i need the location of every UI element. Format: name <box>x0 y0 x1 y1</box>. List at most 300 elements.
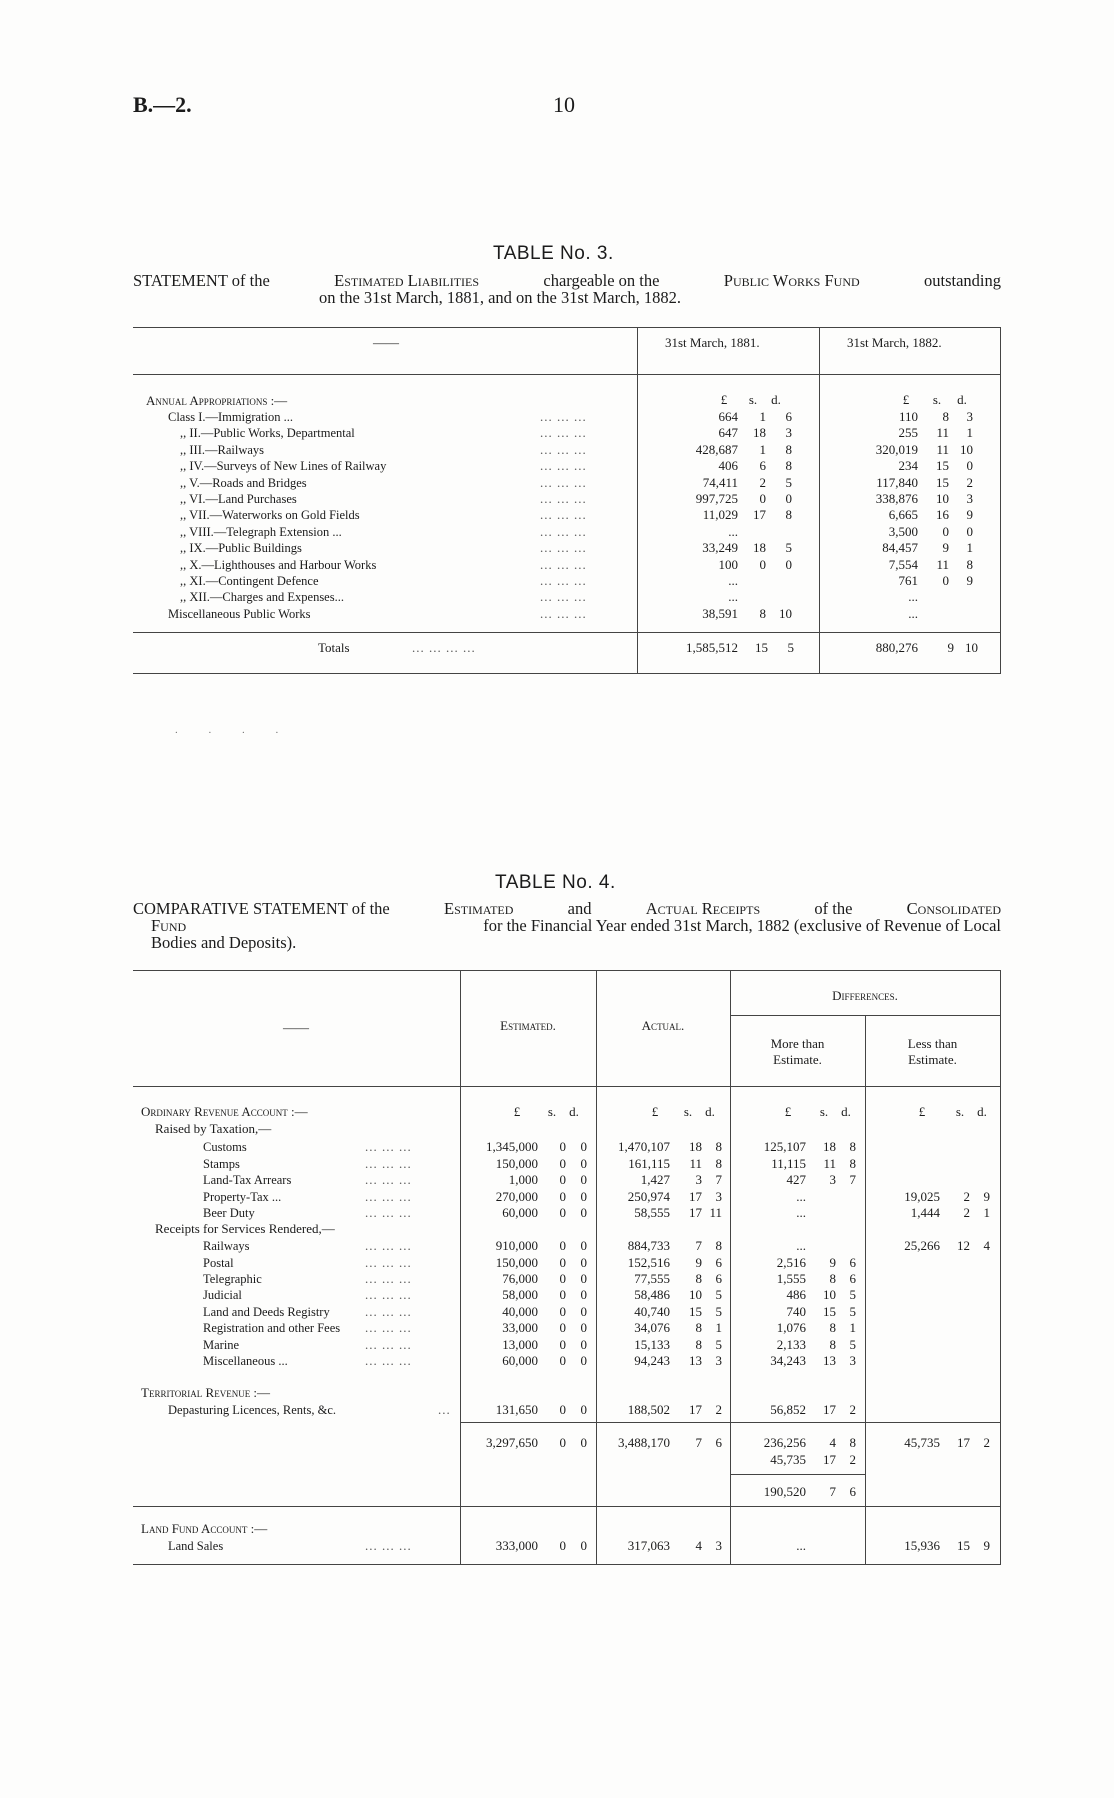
t4-more-pounds: 236,256 <box>763 1435 806 1450</box>
t3-1882-pounds: 3,500 <box>888 524 918 539</box>
t3-1881-pounds: 74,411 <box>702 475 738 490</box>
t4-row-leader: ... ... ... <box>365 1172 412 1187</box>
t3-1882-pounds: 117,840 <box>876 475 918 490</box>
t4-more-shillings: 13 <box>823 1353 836 1368</box>
t3-row-leader: ... ... ... <box>540 540 587 555</box>
t4-less-shillings: 17 <box>957 1435 970 1450</box>
t4-unit-shilling: s. <box>955 1104 965 1119</box>
t4-more-pence: 2 <box>849 1402 856 1417</box>
t3-1882-pounds: 7,554 <box>888 557 918 572</box>
t4-row-label: Land Sales <box>168 1539 224 1553</box>
t4-estimated-pounds: 333,000 <box>495 1538 538 1553</box>
t4-row-leader: ... ... ... <box>365 1337 412 1352</box>
t4-less-shillings: 2 <box>963 1189 970 1204</box>
t4-row-label: Depasturing Licences, Rents, &c. <box>168 1403 337 1417</box>
t4-more-shillings: 8 <box>829 1320 836 1335</box>
t4-actual-pence: 7 <box>715 1172 722 1187</box>
t4-row-leader: ... ... ... <box>365 1189 412 1204</box>
t3-1882-pence: 1 <box>966 425 973 440</box>
t4-top-rule <box>133 970 1001 971</box>
t4-estimated-pounds: 3,297,650 <box>486 1435 538 1450</box>
t4-more-pounds: 740 <box>786 1304 806 1319</box>
t4-estimated-pence: 0 <box>580 1271 587 1286</box>
t3-col-dash: —— <box>373 335 399 350</box>
t3-row-label: ,, III.—Railways <box>180 443 265 457</box>
t3-row-leader: ... ... ... <box>540 491 587 506</box>
t4-actual-pounds: 3,488,170 <box>618 1435 670 1450</box>
t4-row-label: Judicial <box>203 1288 242 1302</box>
t3-1882-pounds: 255 <box>898 425 918 440</box>
t4-actual-shillings: 8 <box>695 1320 702 1335</box>
t4-more-pounds: 2,133 <box>776 1337 806 1352</box>
t4-actual-pence: 2 <box>715 1402 722 1417</box>
t4-actual-pence: 1 <box>715 1320 722 1335</box>
t3-total-1882-pounds: 880,276 <box>875 640 918 655</box>
t4-more-shillings: 3 <box>829 1172 836 1187</box>
t4-more-shillings: 4 <box>829 1435 836 1450</box>
t4-row-leader: ... ... ... <box>365 1271 412 1286</box>
t4-more-pounds: 2,516 <box>776 1255 806 1270</box>
t4-ordinary-label: Ordinary Revenue Account :— <box>141 1104 308 1119</box>
t4-estimated-pounds: 1,000 <box>508 1172 538 1187</box>
t3-1882-shillings: 15 <box>936 475 949 490</box>
t4-less-pence: 1 <box>983 1205 990 1220</box>
t3-row-label: ,, X.—Lighthouses and Harbour Works <box>180 558 377 572</box>
t4-row-leader: ... <box>438 1402 451 1417</box>
t3-col-1881: 31st March, 1881. <box>665 335 760 350</box>
t3-1882-shillings: 0 <box>942 573 949 588</box>
t4-actual-pence: 3 <box>715 1189 722 1204</box>
t4-actual-pence: 6 <box>715 1255 722 1270</box>
t3-1881-pence: 0 <box>785 557 792 572</box>
t3-1881-pounds: 406 <box>718 458 738 473</box>
t4-estimated-pounds: 150,000 <box>495 1156 538 1171</box>
t3-row-label: ,, XII.—Charges and Expenses... <box>180 590 344 604</box>
t3-1882-pounds: 234 <box>898 458 918 473</box>
t4-actual-pounds: 1,470,107 <box>618 1139 670 1154</box>
t4-row-label: Land-Tax Arrears <box>203 1173 292 1187</box>
t3-1881-pence: 5 <box>785 475 792 490</box>
t4-estimated-shillings: 0 <box>559 1205 566 1220</box>
t4-actual-pounds: 58,555 <box>634 1205 670 1220</box>
t3-row-label: ,, XI.—Contingent Defence <box>180 574 319 588</box>
t3-row-leader: ... ... ... <box>540 557 587 572</box>
t4-more-pence: 6 <box>849 1484 856 1499</box>
t3-1882-pounds: 320,019 <box>875 442 918 457</box>
t3-total-1881-pounds: 1,585,512 <box>686 640 738 655</box>
t4-estimated-pence: 0 <box>580 1402 587 1417</box>
t3-1881-shillings: 2 <box>759 475 766 490</box>
t3-row-leader: ... ... ... <box>540 442 587 457</box>
t4-estimated-shillings: 0 <box>559 1304 566 1319</box>
t3-1882-pence: 1 <box>966 540 973 555</box>
t4-more-shillings: 18 <box>823 1139 836 1154</box>
t3-row-leader: ... ... ... <box>540 475 587 490</box>
t3-1881-pounds: 997,725 <box>695 491 738 506</box>
t4-estimated-pounds: 13,000 <box>502 1337 538 1352</box>
t4-actual-shillings: 8 <box>695 1271 702 1286</box>
t4-less-pence: 2 <box>983 1435 990 1450</box>
t3-1882-pence: 2 <box>966 475 973 490</box>
t4-row-leader: ... ... ... <box>365 1353 412 1368</box>
t4-more-pounds: 11,115 <box>771 1156 806 1171</box>
t3-1882-pence: 9 <box>966 507 973 522</box>
t4-less-pounds: 15,936 <box>904 1538 940 1553</box>
t4-actual-shillings: 13 <box>689 1353 702 1368</box>
t4-more-pence: 8 <box>849 1435 856 1450</box>
t3-1881-pence: 6 <box>785 409 792 424</box>
t3-1882-pence: 9 <box>966 573 973 588</box>
t3-row-label: ,, VI.—Land Purchases <box>180 492 297 506</box>
t4-less-pounds: 1,444 <box>910 1205 940 1220</box>
t4-estimated-shillings: 0 <box>559 1402 566 1417</box>
t4-more-pounds: 190,520 <box>763 1484 806 1499</box>
t4-more-shillings: 7 <box>829 1484 836 1499</box>
t4-less-pounds: 19,025 <box>904 1189 940 1204</box>
t4-receipts-label: Receipts for Services Rendered,— <box>155 1221 335 1236</box>
t4-more-pounds: 427 <box>786 1172 806 1187</box>
t3-section-label: Annual Appropriations :— <box>146 393 288 408</box>
t4-estimated-pence: 0 <box>580 1435 587 1450</box>
t3-row-label: ,, V.—Roads and Bridges <box>180 476 307 490</box>
t3-row-label: ,, VII.—Waterworks on Gold Fields <box>180 508 360 522</box>
t4-row-label: Property-Tax ... <box>203 1190 282 1204</box>
t3-head-rule <box>133 374 1001 375</box>
t4-estimated-shillings: 0 <box>559 1172 566 1187</box>
t4-actual-shillings: 10 <box>689 1287 702 1302</box>
t3-row-label: ,, VIII.—Telegraph Extension ... <box>180 525 342 539</box>
t3-1881-pounds: 428,687 <box>695 442 738 457</box>
t4-actual-pence: 6 <box>715 1271 722 1286</box>
t4-more-shillings: 11 <box>823 1156 836 1171</box>
t4-more-pounds: ... <box>796 1205 806 1220</box>
t4-less-shillings: 2 <box>963 1205 970 1220</box>
t3-total-1882-pence: 10 <box>965 640 978 655</box>
t4-row-label: Customs <box>203 1140 247 1154</box>
t4-unit-pound: £ <box>513 1104 521 1119</box>
t3-1881-pence: 3 <box>785 425 792 440</box>
t4-row-label: Postal <box>203 1256 234 1270</box>
t3-row-leader: ... ... ... <box>540 458 587 473</box>
t4-more-shillings: 17 <box>823 1452 836 1467</box>
t4-unit-pence: d. <box>977 1104 987 1119</box>
t4-more-pence: 5 <box>849 1304 856 1319</box>
t4-estimated-pounds: 60,000 <box>502 1353 538 1368</box>
t4-less-shillings: 15 <box>957 1538 970 1553</box>
t3-1881-pence: 8 <box>785 458 792 473</box>
t3-1881-shillings: 1 <box>759 442 766 457</box>
t4-more-pence: 7 <box>849 1172 856 1187</box>
t4-col-estimated: Estimated. <box>500 1018 556 1033</box>
t3-1881-pounds: ... <box>728 589 738 604</box>
t4-estimated-pence: 0 <box>580 1189 587 1204</box>
t4-estimated-pence: 0 <box>580 1172 587 1187</box>
t3-row-leader: ... ... ... <box>540 507 587 522</box>
t4-actual-shillings: 8 <box>695 1337 702 1352</box>
t4-col-rule-5 <box>1000 970 1001 1564</box>
t4-less-pence: 9 <box>983 1538 990 1553</box>
t3-1882-shillings: 8 <box>942 409 949 424</box>
t4-actual-pence: 8 <box>715 1238 722 1253</box>
t3-1882-pence: 3 <box>966 409 973 424</box>
t4-actual-pence: 11 <box>709 1205 722 1220</box>
t4-actual-shillings: 4 <box>695 1538 702 1553</box>
t3-1882-pence: 3 <box>966 491 973 506</box>
t4-row-label: Stamps <box>203 1157 240 1171</box>
t4-actual-pounds: 94,243 <box>634 1353 670 1368</box>
t3-totals-label: Totals <box>318 640 350 655</box>
t4-row-label: Beer Duty <box>203 1206 255 1220</box>
t4-actual-pounds: 161,115 <box>628 1156 670 1171</box>
t4-row-label: Land and Deeds Registry <box>203 1305 330 1319</box>
t3-1881-pounds: ... <box>728 524 738 539</box>
t4-row-label: Registration and other Fees <box>203 1321 341 1335</box>
t3-1882-pounds: 6,665 <box>888 507 918 522</box>
t4-estimated-pence: 0 <box>580 1353 587 1368</box>
t4-row-leader: ... ... ... <box>365 1238 412 1253</box>
t4-less-pounds: 25,266 <box>904 1238 940 1253</box>
t4-actual-pounds: 40,740 <box>634 1304 670 1319</box>
t4-estimated-shillings: 0 <box>559 1287 566 1302</box>
t4-actual-pence: 6 <box>715 1435 722 1450</box>
t4-less-pence: 9 <box>983 1189 990 1204</box>
t4-actual-pounds: 152,516 <box>627 1255 670 1270</box>
t3-row-leader: ... ... ... <box>540 524 587 539</box>
t4-actual-pence: 5 <box>715 1337 722 1352</box>
t4-more-pence: 5 <box>849 1287 856 1302</box>
t4-estimated-shillings: 0 <box>559 1435 566 1450</box>
t3-total-1882-shillings: 9 <box>947 640 954 655</box>
t3-1882-pounds: 761 <box>898 573 918 588</box>
t4-more-pence: 6 <box>849 1271 856 1286</box>
t3-top-rule <box>133 327 1001 328</box>
t4-more-pence: 3 <box>849 1353 856 1368</box>
t3-1882-shillings: 11 <box>936 425 949 440</box>
t4-land-rule <box>133 1506 1001 1507</box>
t4-row-leader: ... ... ... <box>365 1156 412 1171</box>
t4-actual-shillings: 11 <box>689 1156 702 1171</box>
t4-estimated-pounds: 1,345,000 <box>486 1139 538 1154</box>
t4-unit-pound: £ <box>784 1104 792 1119</box>
t3-1882-pounds: 84,457 <box>882 540 918 555</box>
t4-row-label: Miscellaneous ... <box>203 1354 288 1368</box>
t4-estimated-shillings: 0 <box>559 1156 566 1171</box>
page-reference: B.—2. <box>133 92 192 117</box>
t4-col-dash: —— <box>283 1020 309 1035</box>
t4-row-leader: ... ... ... <box>365 1139 412 1154</box>
t4-more-pence: 2 <box>849 1452 856 1467</box>
t3-1882-pence: 0 <box>966 458 973 473</box>
t3-1881-pounds: 33,249 <box>702 540 738 555</box>
table4-caption: COMPARATIVE STATEMENT of the Estimated and Actual Receipts of the Consolidated Fund for the Financial Year ended 31st March, 1882 (exclusive of Revenue of Local Bodies and Deposits). <box>133 899 1001 952</box>
t4-more-pounds: 1,076 <box>776 1320 806 1335</box>
t4-actual-shillings: 9 <box>695 1255 702 1270</box>
t3-col-rule-3 <box>1000 327 1001 673</box>
t4-actual-pounds: 1,427 <box>640 1172 670 1187</box>
t4-estimated-pence: 0 <box>580 1156 587 1171</box>
t4-estimated-pence: 0 <box>580 1287 587 1302</box>
t4-actual-pounds: 188,502 <box>627 1402 670 1417</box>
t4-estimated-pounds: 40,000 <box>502 1304 538 1319</box>
t4-actual-pounds: 884,733 <box>627 1238 670 1253</box>
t3-row-leader: ... ... ... <box>540 589 587 604</box>
t3-1882-pounds: ... <box>908 606 918 621</box>
t4-row-label: Railways <box>203 1239 250 1253</box>
t4-actual-shillings: 3 <box>695 1172 702 1187</box>
page-number: 10 <box>553 92 575 117</box>
t4-estimated-pence: 0 <box>580 1205 587 1220</box>
t3-row-label: ,, II.—Public Works, Departmental <box>180 426 355 440</box>
t4-unit-pence: d. <box>569 1104 579 1119</box>
t4-actual-pounds: 250,974 <box>627 1189 670 1204</box>
t4-actual-shillings: 7 <box>695 1435 702 1450</box>
t3-unit-pound: £ <box>720 392 728 407</box>
t3-1881-pence: 10 <box>779 606 792 621</box>
t3-row-label: Miscellaneous Public Works <box>168 607 311 621</box>
t4-row-leader: ... ... ... <box>365 1205 412 1220</box>
t4-row-leader: ... ... ... <box>365 1538 412 1553</box>
t4-actual-pounds: 34,076 <box>634 1320 670 1335</box>
t4-unit-shilling: s. <box>819 1104 829 1119</box>
t4-estimated-pounds: 33,000 <box>502 1320 538 1335</box>
t4-more-pence: 8 <box>849 1156 856 1171</box>
t4-unit-shilling: s. <box>683 1104 693 1119</box>
t4-territorial-label: Territorial Revenue :— <box>141 1385 271 1400</box>
t3-1882-shillings: 16 <box>936 507 949 522</box>
t4-bottom-rule <box>133 1564 1001 1565</box>
t4-more-pounds: ... <box>796 1538 806 1553</box>
t4-actual-pence: 5 <box>715 1304 722 1319</box>
t3-row-label: ,, IX.—Public Buildings <box>180 541 302 555</box>
t3-1881-pence: 0 <box>785 491 792 506</box>
t4-col-rule-4 <box>865 1015 866 1564</box>
t3-1882-shillings: 10 <box>936 491 949 506</box>
t4-more-shillings: 9 <box>829 1255 836 1270</box>
t4-estimated-pounds: 131,650 <box>495 1402 538 1417</box>
t3-unit-pound-2: £ <box>902 392 910 407</box>
t4-actual-pence: 8 <box>715 1139 722 1154</box>
t4-more-pounds: 34,243 <box>770 1353 806 1368</box>
t4-estimated-pounds: 910,000 <box>495 1238 538 1253</box>
t4-more-shillings: 8 <box>829 1271 836 1286</box>
t3-row-leader: ... ... ... <box>540 409 587 424</box>
t3-row-leader: ... ... ... <box>540 425 587 440</box>
t4-estimated-pence: 0 <box>580 1255 587 1270</box>
t4-actual-pence: 3 <box>715 1353 722 1368</box>
t4-more-pounds: ... <box>796 1189 806 1204</box>
t4-more-shillings: 8 <box>829 1337 836 1352</box>
t4-actual-shillings: 17 <box>689 1205 702 1220</box>
t4-actual-pounds: 77,555 <box>634 1271 670 1286</box>
t4-more-sum-rule <box>730 1474 865 1475</box>
t3-1881-pounds: 38,591 <box>702 606 738 621</box>
t3-bottom-rule <box>133 673 1001 674</box>
t4-estimated-pence: 0 <box>580 1538 587 1553</box>
t4-estimated-shillings: 0 <box>559 1337 566 1352</box>
t3-1882-shillings: 11 <box>936 557 949 572</box>
t4-estimated-pence: 0 <box>580 1304 587 1319</box>
t4-row-leader: ... ... ... <box>365 1320 412 1335</box>
t4-actual-shillings: 7 <box>695 1238 702 1253</box>
t4-unit-pence: d. <box>841 1104 851 1119</box>
t4-estimated-pence: 0 <box>580 1139 587 1154</box>
t4-estimated-shillings: 0 <box>559 1255 566 1270</box>
table3-caption: STATEMENT of the Estimated Liabilities chargeable on the Public Works Fund outstanding on the 31st March, 1881, and on the 31st March, 1882. <box>133 271 1001 307</box>
t3-1881-pounds: 100 <box>718 557 738 572</box>
t3-1881-pounds: 647 <box>718 425 738 440</box>
t4-actual-pence: 3 <box>715 1538 722 1553</box>
t4-estimated-shillings: 0 <box>559 1189 566 1204</box>
t3-1882-shillings: 15 <box>936 458 949 473</box>
t4-more-shillings: 10 <box>823 1287 836 1302</box>
t4-unit-pence: d. <box>705 1104 715 1119</box>
t3-1882-shillings: 9 <box>942 540 949 555</box>
t4-estimated-pounds: 60,000 <box>502 1205 538 1220</box>
t3-row-leader: ... ... ... <box>540 606 587 621</box>
t4-col-actual: Actual. <box>641 1018 685 1033</box>
t4-land-fund-label: Land Fund Account :— <box>141 1521 268 1536</box>
t3-1881-pounds: 11,029 <box>702 507 738 522</box>
t3-1881-pence: 5 <box>785 540 792 555</box>
t3-row-label: ,, IV.—Surveys of New Lines of Railway <box>180 459 387 473</box>
t4-col-differences: Differences. <box>832 988 898 1003</box>
t4-unit-shilling: s. <box>547 1104 557 1119</box>
t4-estimated-pence: 0 <box>580 1238 587 1253</box>
t3-totals-leader: ... ... ... ... <box>412 640 476 655</box>
t4-actual-pounds: 317,063 <box>627 1538 670 1553</box>
t4-estimated-pounds: 150,000 <box>495 1255 538 1270</box>
t3-1882-pence: 10 <box>960 442 973 457</box>
t3-1881-pounds: ... <box>728 573 738 588</box>
t3-row-label: Class I.—Immigration ... <box>168 410 293 424</box>
t3-unit-shilling-2: s. <box>932 392 942 407</box>
scan-specks: . . . . <box>175 724 293 736</box>
t4-row-label: Telegraphic <box>203 1272 262 1286</box>
t3-1881-shillings: 0 <box>759 491 766 506</box>
t4-more-pounds: 45,735 <box>770 1452 806 1467</box>
t4-estimated-shillings: 0 <box>559 1538 566 1553</box>
table4-title: TABLE No. 4. <box>495 872 616 893</box>
table3-title: TABLE No. 3. <box>493 243 614 264</box>
t4-estimated-pence: 0 <box>580 1320 587 1335</box>
t3-1881-shillings: 8 <box>759 606 766 621</box>
t4-actual-shillings: 17 <box>689 1189 702 1204</box>
t3-unit-shilling: s. <box>748 392 758 407</box>
t3-1881-shillings: 18 <box>753 425 766 440</box>
t4-actual-pence: 8 <box>715 1156 722 1171</box>
t4-actual-shillings: 18 <box>689 1139 702 1154</box>
t4-more-pence: 8 <box>849 1139 856 1154</box>
t4-more-pence: 1 <box>849 1320 856 1335</box>
t4-more-pounds: 486 <box>786 1287 806 1302</box>
t3-1881-shillings: 17 <box>753 507 766 522</box>
t3-1881-pence: 8 <box>785 507 792 522</box>
t3-col-1882: 31st March, 1882. <box>847 335 942 350</box>
t4-row-leader: ... ... ... <box>365 1287 412 1302</box>
t3-1882-pence: 8 <box>966 557 973 572</box>
t4-less-pence: 4 <box>983 1238 990 1253</box>
t4-actual-shillings: 15 <box>689 1304 702 1319</box>
t4-less-shillings: 12 <box>957 1238 970 1253</box>
t4-estimated-shillings: 0 <box>559 1353 566 1368</box>
t4-col-more-than: More than Estimate. <box>770 1036 825 1067</box>
t4-col-less-than: Less than Estimate. <box>907 1036 958 1067</box>
t4-actual-shillings: 17 <box>689 1402 702 1417</box>
t4-estimated-shillings: 0 <box>559 1238 566 1253</box>
t4-more-pounds: 1,555 <box>776 1271 806 1286</box>
t4-head-rule <box>133 1086 1001 1087</box>
t4-row-leader: ... ... ... <box>365 1255 412 1270</box>
